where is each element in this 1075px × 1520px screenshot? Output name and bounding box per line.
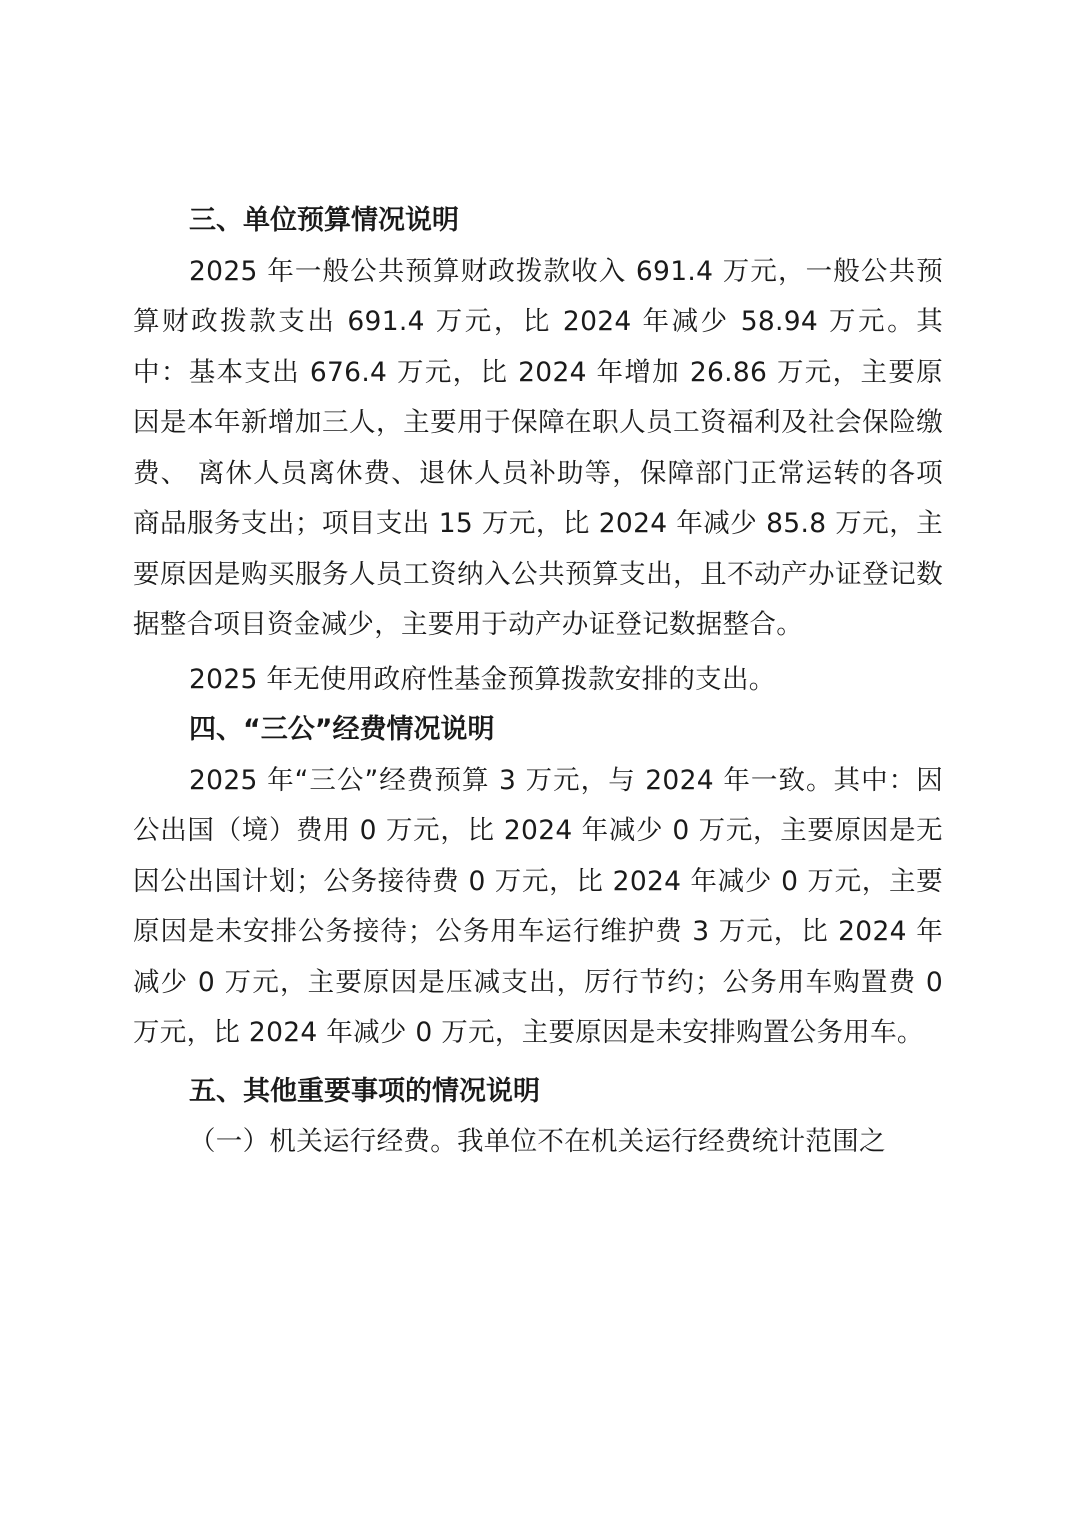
other-paragraph-1: （一）机关运行经费。我单位不在机关运行经费统计范围之 (189, 1126, 886, 1157)
budget-paragraph-2: 2025 年无使用政府性基金预算拨款安排的支出。 (189, 663, 776, 695)
sangong-paragraph-1: 2025 年“三公”经费预算 3 万元，与 2024 年一致。其中：因公出国（境）费用 0 万元，比 2024 年减少 0 万元，主要原因是无因公出国计划；公务接待费 0 万元，比 2024 年减少 0 万元，主要原因是未安排公务接待；公务用车运行维护费 3 万元，比 2024 年减少 0 万元，主要原因是压减支出，厉行节约；公务用车购置费 0 万元，比 2024 年减少 0 万元，主要原因是未安排购置公务用车。 (133, 764, 943, 1048)
section-heading-other: 五、其他重要事项的情况说明 (189, 1075, 540, 1107)
document-page (133, 196, 943, 1168)
section-heading-sangong: 四、“三公”经费情况说明 (189, 714, 495, 745)
section-heading-budget: 三、单位预算情况说明 (189, 205, 459, 236)
budget-paragraph-1: 2025 年一般公共预算财政拨款收入 691.4 万元，一般公共预算财政拨款支出 691.4 万元，比 2024 年减少 58.94 万元。其中：基本支出 676.4 万元，比 2024 年增加 26.86 万元，主要原因是本年新增加三人，主要用于保障在职人员工资福利及社会保险缴费、 离休人员离休费、退休人员补助等，保障部门正常运转的各项商品服务支出；项目支出 15 万元，比 2024 年减少 85.8 万元，主要原因是购买服务人员工资纳入公共预算支出，且不动产办证登记数据整合项目资金减少，主要用于动产办证登记数据整合。 (133, 255, 943, 640)
